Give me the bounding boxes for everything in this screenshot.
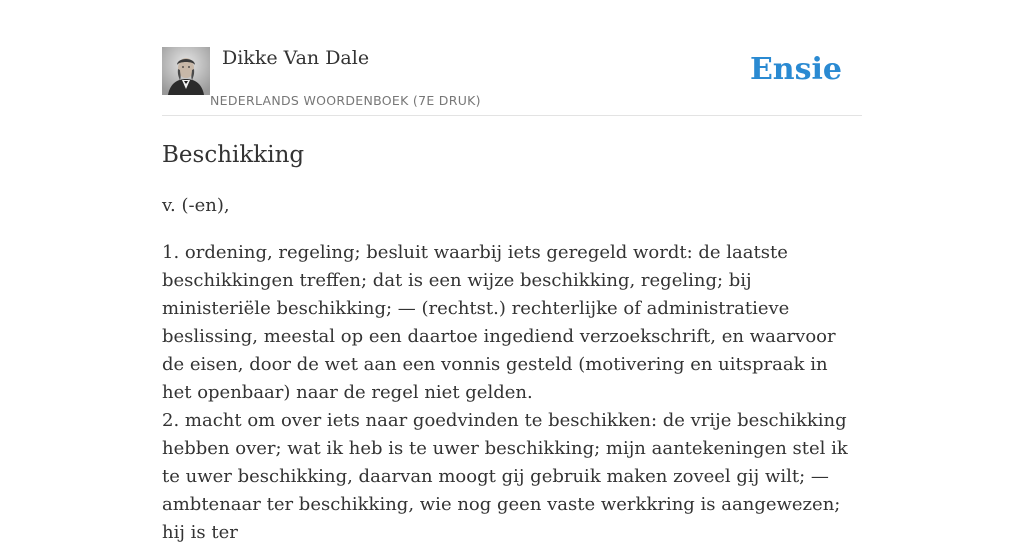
portrait-icon bbox=[162, 47, 210, 95]
author-avatar[interactable] bbox=[162, 47, 210, 95]
grammar-note: v. (-en), bbox=[162, 195, 230, 216]
brand-logo[interactable]: Ensie bbox=[749, 52, 842, 87]
source-label[interactable]: NEDERLANDS WOORDENBOEK (7E DRUK) bbox=[210, 93, 481, 108]
author-name[interactable]: Dikke Van Dale bbox=[222, 47, 370, 69]
definition-sense-1: 1. ordening, regeling; besluit waarbij iets geregeld wordt: de laatste beschikkingen treffen; dat is een wijze beschikking, regeling; bij ministeriële beschikking; — (rechtst.) rechterlijke of administratieve beslissing, meestal op een daartoe ingediend verzoekschrift, en waarvoor de eisen, door de wet aan een vonnis gesteld (motivering en uitspraak in het openbaar) naar de regel niet gelden. bbox=[162, 242, 836, 403]
definition-sense-2: 2. macht om over iets naar goedvinden te beschikken: de vrije beschikking hebben over; wat ik heb is te uwer beschikking; mijn aantekeningen stel ik te uwer beschikking, daarvan moogt gij gebruik maken zoveel gij wilt; — ambtenaar ter beschikking, wie nog geen vaste werkkring is aangewezen; hij is ter bbox=[162, 410, 848, 543]
definition-body bbox=[162, 239, 862, 547]
entry-header bbox=[162, 46, 862, 116]
page-title: Beschikking bbox=[162, 142, 305, 168]
